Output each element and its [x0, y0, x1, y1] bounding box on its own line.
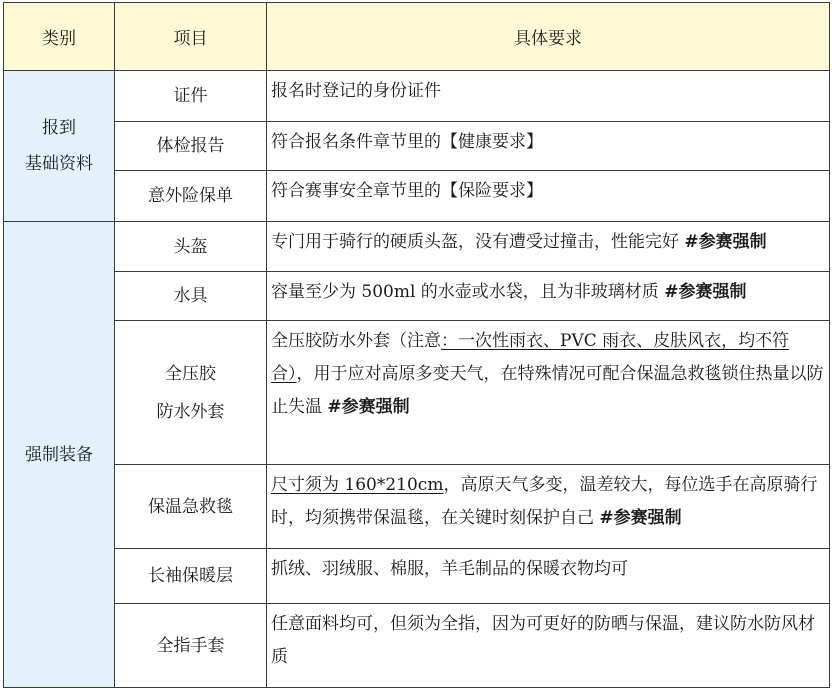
table-row — [4, 549, 830, 604]
item-cell: 头盔 — [115, 222, 267, 272]
item-cell — [115, 321, 267, 465]
header-category: 类别 — [4, 3, 115, 71]
mandatory-tag: #参赛强制 — [664, 282, 747, 302]
requirement-note: 尺寸须为 160*210cm — [271, 475, 444, 495]
header-item: 项目 — [115, 3, 267, 71]
table-row — [4, 171, 830, 222]
item-cell: 保温急救毯 — [115, 465, 267, 549]
requirement-cell: 抓绒、羽绒服、棉服，羊毛制品的保暖衣物均可 — [267, 549, 830, 604]
item-cell: 全指手套 — [115, 604, 267, 688]
requirement-cell: 报名时登记的身份证件 — [267, 71, 830, 122]
item-cell: 长袖保暖层 — [115, 549, 267, 604]
table-row — [4, 272, 830, 321]
mandatory-tag: #参赛强制 — [327, 397, 410, 417]
requirement-text: 专门用于骑行的硬质头盔，没有遭受过撞击，性能完好 — [271, 232, 685, 252]
requirement-cell — [267, 272, 830, 321]
requirement-cell: 符合赛事安全章节里的【保险要求】 — [267, 171, 830, 222]
requirement-cell — [267, 465, 830, 549]
item-label: 防水外套 — [156, 401, 225, 422]
header-row — [4, 3, 830, 71]
item-cell: 体检报告 — [115, 122, 267, 171]
item-cell: 意外险保单 — [115, 171, 267, 222]
table-row — [4, 222, 830, 272]
requirement-text: 全压胶防水外套（注意 — [271, 331, 441, 351]
mandatory-tag: #参赛强制 — [599, 508, 682, 528]
header-requirement: 具体要求 — [267, 3, 830, 71]
category-mandatory: 强制装备 — [4, 222, 115, 688]
mandatory-tag: #参赛强制 — [684, 232, 767, 252]
requirement-text: 容量至少为 500ml 的水壶或水袋，且为非玻璃材质 — [271, 282, 665, 302]
requirement-text: ，高原天气多变，温差较大，每位选手在高原骑行时，均须携带保温毯，在关键时刻保护自己 — [271, 475, 818, 528]
requirement-note: ：一次性雨衣、PVC 雨衣、皮肤风衣，均不符合） — [271, 331, 790, 384]
item-cell: 水具 — [115, 272, 267, 321]
item-cell: 证件 — [115, 71, 267, 122]
requirement-cell: 符合报名条件章节里的【健康要求】 — [267, 122, 830, 171]
table-row — [4, 465, 830, 549]
table-row — [4, 604, 830, 688]
table-row — [4, 71, 830, 122]
category-label: 基础资料 — [25, 154, 93, 174]
requirement-cell: 任意面料均可，但须为全指，因为可更好的防晒与保温，建议防水防风材质 — [267, 604, 830, 688]
table-row — [4, 321, 830, 465]
category-registration — [4, 71, 115, 222]
equipment-table — [3, 2, 830, 688]
table-row — [4, 122, 830, 171]
category-label: 报到 — [42, 118, 76, 138]
requirement-cell — [267, 321, 830, 465]
item-label: 全压胶 — [165, 363, 216, 384]
requirement-cell — [267, 222, 830, 272]
requirement-text: ，用于应对高原多变天气，在特殊情况可配合保温急救毯锁住热量以防止失温 — [271, 364, 824, 417]
